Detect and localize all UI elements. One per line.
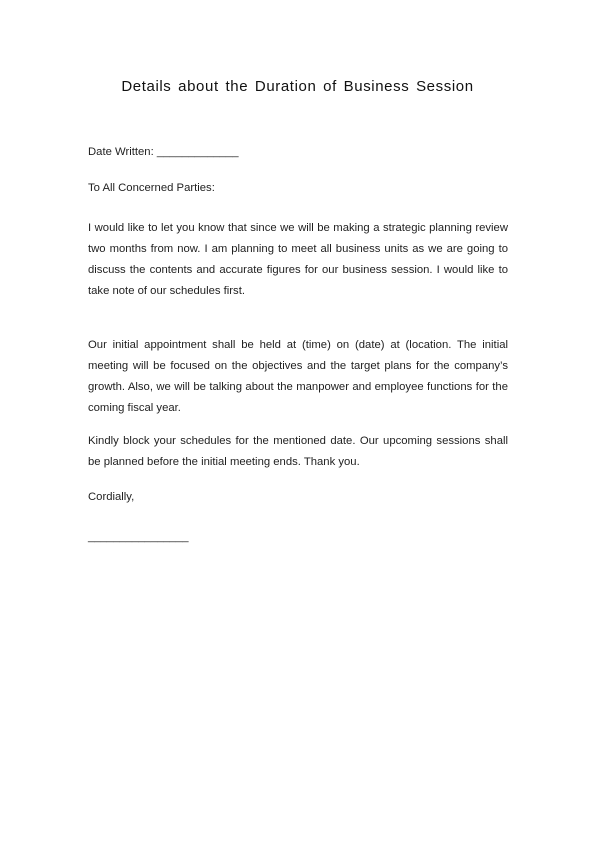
closing: Cordially, <box>88 491 135 503</box>
body-paragraph-1: I would like to let you know that since we will be making a strategic planning review two months from now. I am planning to meet all business units as we are going to discuss the contents and accurate figures for our business session. I would like to take note of our schedules first. <box>88 222 508 297</box>
document-title: Details about the Duration of Business Session <box>121 78 474 95</box>
body-paragraph-3: Kindly block your schedules for the mentioned date. Our upcoming sessions shall be planned before the initial meeting ends. Thank you. <box>88 435 508 468</box>
signature-line: ________________ <box>88 531 189 543</box>
body-paragraph-2: Our initial appointment shall be held at (time) on (date) at (location. The initial meeting will be focused on the objectives and the target plans for the company’s growth. Also, we will be talking about the manpower and employee functions for the coming fiscal year. <box>88 339 508 414</box>
date-written-line: Date Written: _____________ <box>88 146 239 158</box>
salutation: To All Concerned Parties: <box>88 182 215 194</box>
